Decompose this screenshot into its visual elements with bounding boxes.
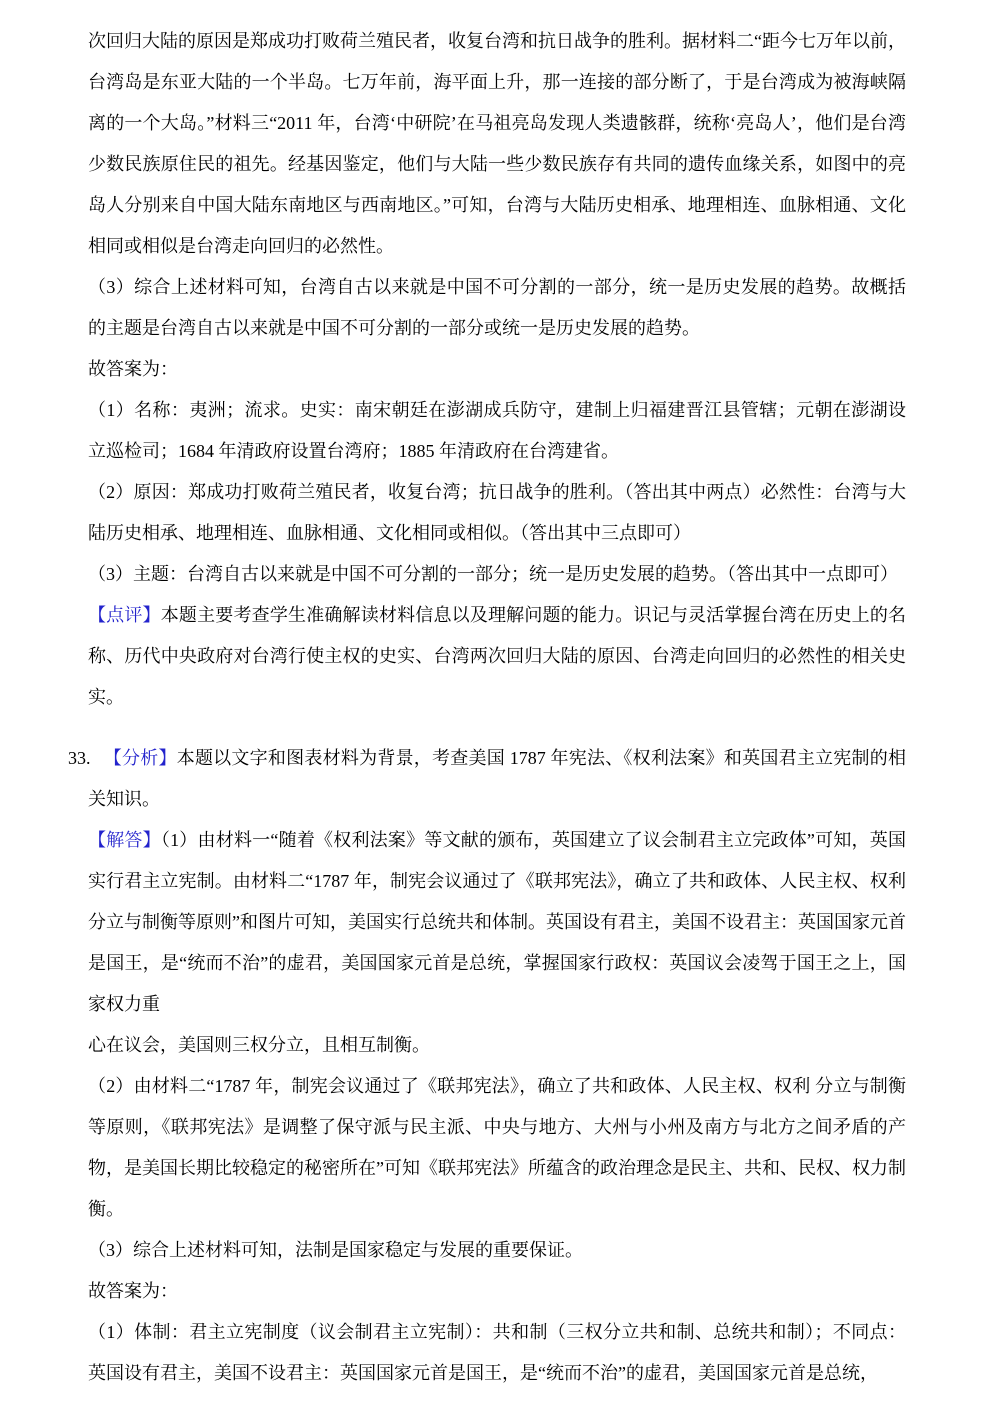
- answer-item-1: （1）体制：君主立宪制度（议会制君主立宪制）：共和制（三权分立共和制、总统共和制）；不同点：英国设有君主，美国不设君主：英国国家元首是国王，是“统而不治”的虚君，美国国家元首是总统，: [88, 1322, 906, 1383]
- answer-item-3: （3）主题：台湾自古以来就是中国不可分割的一部分；统一是历史发展的趋势。（答出其中一点即可）: [88, 564, 898, 584]
- answer-intro-line: 故答案为：: [88, 359, 178, 379]
- analysis-label: 【分析】: [103, 748, 177, 768]
- conclusion-paragraph: （3）综合上述材料可知，台湾自古以来就是中国不可分割的一部分，统一是历史发展的趋势。故概括的主题是台湾自古以来就是中国不可分割的一部分或统一是历史发展的趋势。: [88, 277, 906, 338]
- answer-label: 【解答】: [88, 830, 161, 850]
- answer-text-line-b: 心在议会，美国则三权分立，且相互制衡。: [88, 1035, 430, 1055]
- answer-section-33: [68, 738, 907, 1394]
- answer-item-2: （2）由材料二“1787 年，制宪会议通过了《联邦宪法》，确立了共和政体、人民主权、权利 分立与制衡等原则，《联邦宪法》是调整了保守派与民主派、中央与地方、大州与小州及南方与北方之间矛盾的产物，是美国长期比较稳定的秘密所在”可知《联邦宪法》所蕴含的政治理念是民主、共和、民权、权力制衡。: [88, 1076, 906, 1219]
- analysis-paragraph: [68, 738, 907, 820]
- answer-intro-line: 故答案为：: [88, 1281, 178, 1301]
- material-analysis-paragraph: 次回归大陆的原因是郑成功打败荷兰殖民者，收复台湾和抗日战争的胜利。据材料二“距今七万年以前，台湾岛是东亚大陆的一个半岛。七万年前，海平面上升，那一连接的部分断了，于是台湾成为被海峡隔离的一个大岛。”材料三“2011 年，台湾‘中研院’在马祖亮岛发现人类遗骸群，统称‘亮岛人’，他们是台湾少数民族原住民的祖先。经基因鉴定，他们与大陆一些少数民族存有共同的遗传血缘关系，如图中的亮岛人分别来自中国大陆东南地区与西南地区。”可知，台湾与大陆历史相承、地理相连、血脉相通、文化相同或相似是台湾走向回归的必然性。: [88, 31, 906, 256]
- answer-paragraph: [88, 820, 906, 1066]
- review-paragraph: [88, 595, 906, 718]
- answer-item-1: （1）名称：夷洲；流求。史实：南宋朝廷在澎湖成兵防守，建制上归福建晋江县管辖；元朝在澎湖设立巡检司；1684 年清政府设置台湾府；1885 年清政府在台湾建省。: [88, 400, 906, 461]
- answer-text-line-a: （1）由材料一“随着《权利法案》等文献的颁布，英国建立了议会制君主立完政体”可知，英国实行君主立宪制。由材料二“1787 年，制宪会议通过了《联邦宪法》，确立了共和政体、人民主权、权利 分立与制衡等原则”和图片可知，美国实行总统共和体制。英国设有君主，美国不设君主：英国国家元首是国王，是“统而不治”的虚君，美国国家元首是总统，掌握国家行政权：英国议会凌驾于国王之上，国家权力重: [88, 830, 906, 1014]
- answer-item-3: （3）综合上述材料可知，法制是国家稳定与发展的重要保证。: [88, 1240, 583, 1260]
- analysis-text: 本题以文字和图表材料为背景，考查美国 1787 年宪法、《权利法案》和英国君主立宪制的相关知识。: [88, 748, 907, 809]
- review-label: 【点评】: [88, 605, 161, 625]
- answer-item-2: （2）原因：郑成功打败荷兰殖民者，收复台湾；抗日战争的胜利。（答出其中两点）必然性：台湾与大陆历史相承、地理相连、血脉相通、文化相同或相似。（答出其中三点即可）: [88, 482, 906, 543]
- question-number: 33.: [68, 748, 91, 768]
- review-text: 本题主要考查学生准确解读材料信息以及理解问题的能力。识记与灵活掌握台湾在历史上的名称、历代中央政府对台湾行使主权的史实、台湾两次回归大陆的原因、台湾走向回归的必然性的相关史实。: [88, 605, 907, 707]
- answer-section-32: [88, 21, 906, 718]
